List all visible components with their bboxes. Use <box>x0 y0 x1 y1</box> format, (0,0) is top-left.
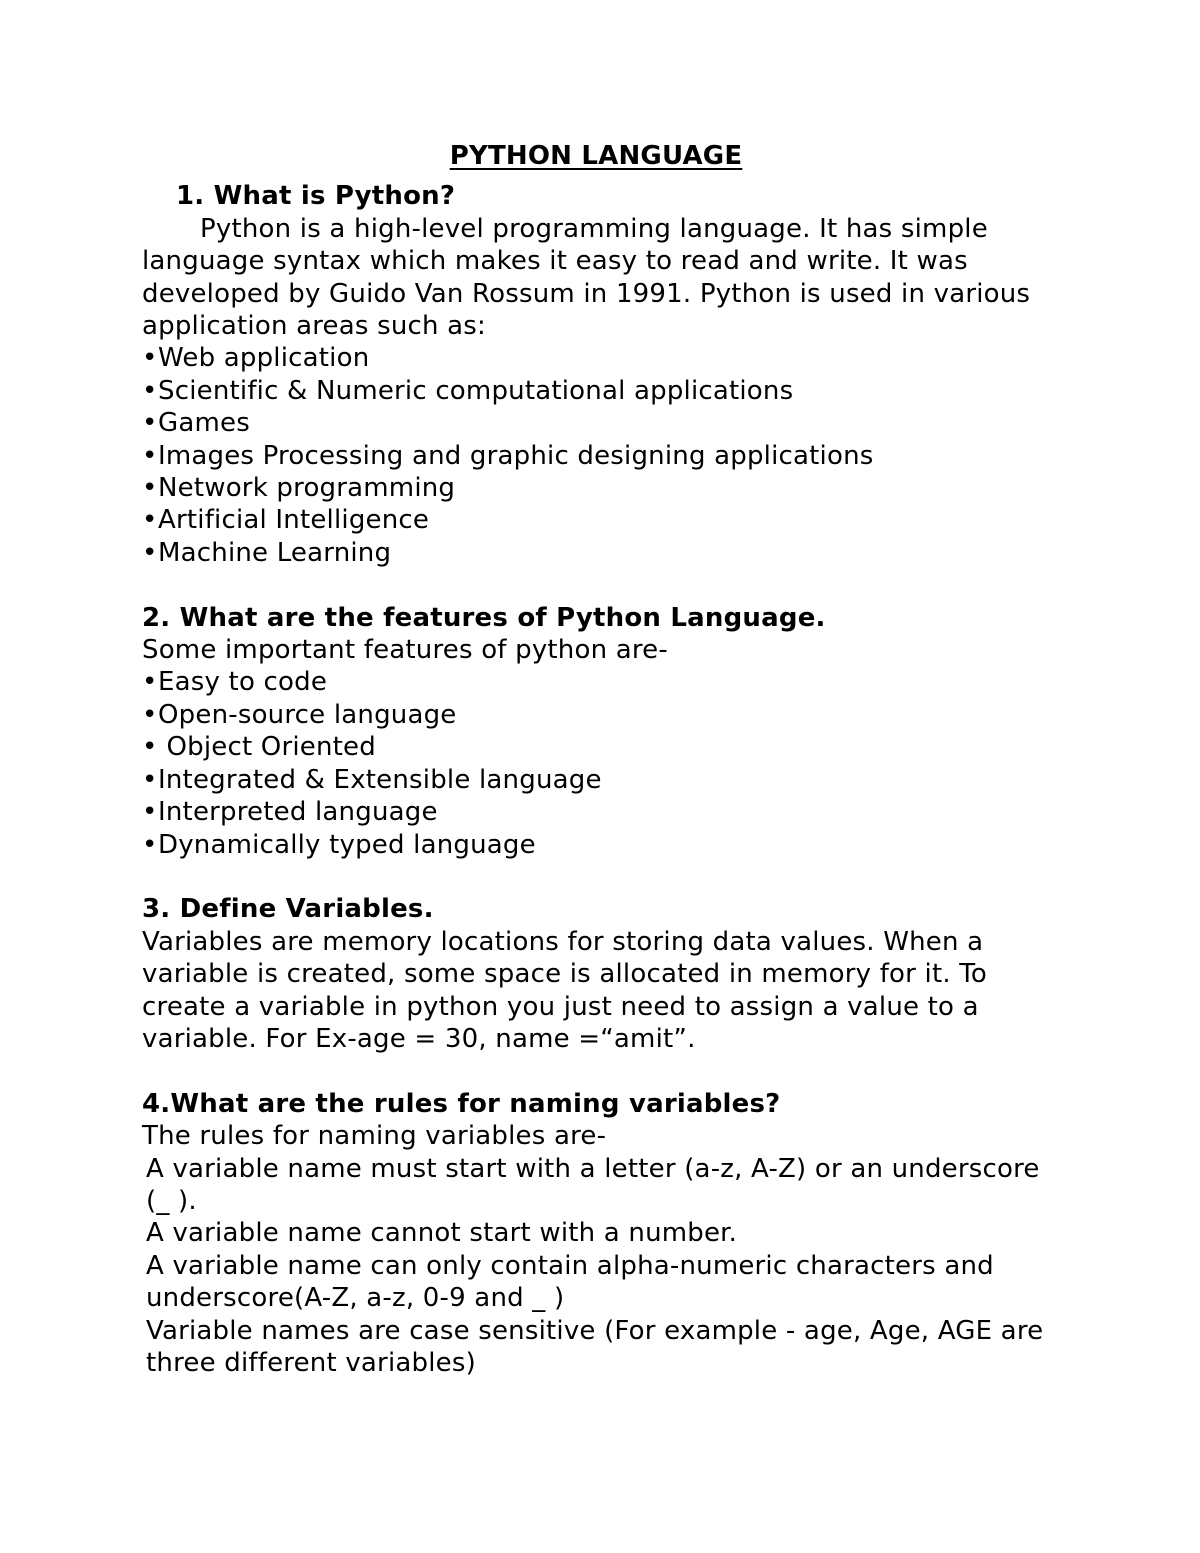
rule-item: A variable name can only contain alpha-numeric characters and underscore(A-Z, a-z, 0-9 and _ ) <box>146 1250 994 1314</box>
bullet-icon: • <box>142 537 158 568</box>
section-intro: The rules for naming variables are- <box>142 1121 607 1152</box>
application-list <box>142 342 1062 569</box>
list-item: •Integrated & Extensible language <box>142 764 602 795</box>
section-what-is-python <box>142 180 1062 569</box>
list-item: •Scientific & Numeric computational applications <box>142 375 794 406</box>
bullet-icon: • <box>142 440 158 471</box>
list-item: •Interpreted language <box>142 797 438 828</box>
list-item: •Web application <box>142 343 370 374</box>
rule-item: A variable name must start with a letter (a-z, A-Z) or an underscore (_ ). <box>146 1153 1040 1216</box>
section-define-variables <box>142 893 1062 1055</box>
document-title: PYTHON LANGUAGE <box>449 141 743 171</box>
section-intro: Python is a high-level programming language. It has simple language syntax which makes it easy to read and write. It was developed by Guido Van Rossum in 1991. Python is used in various application areas such as: <box>142 213 1031 342</box>
rule-item: A variable name cannot start with a number. <box>146 1218 738 1249</box>
spacer <box>142 1055 1062 1087</box>
bullet-icon: • <box>142 375 158 406</box>
bullet-icon: • <box>142 408 158 439</box>
document-body <box>142 140 1062 1379</box>
list-item: •Games <box>142 408 250 439</box>
section-body: Variables are memory locations for storing data values. When a variable is created, some space is allocated in memory for it. To create a variable in python you just need to assign a value to a variable. For Ex-age = 30, name =“amit”. <box>142 926 988 1054</box>
section-features <box>142 602 1062 861</box>
rule-item: Variable names are case sensitive (For example - age, Age, AGE are three different variables) <box>146 1315 1044 1378</box>
bullet-icon: • <box>142 829 158 860</box>
bullet-icon: • <box>142 699 158 730</box>
bullet-icon: • <box>142 667 158 698</box>
list-item: •Open-source language <box>142 699 457 730</box>
section-intro: Some important features of python are- <box>142 635 668 666</box>
section-heading: 1. What is Python? <box>176 181 456 212</box>
bullet-icon: • <box>142 732 158 763</box>
list-item: •Machine Learning <box>142 537 392 568</box>
bullet-icon: • <box>142 797 158 828</box>
section-naming-rules <box>142 1088 1062 1380</box>
bullet-icon: • <box>142 505 158 536</box>
list-item: •Network programming <box>142 473 456 504</box>
list-item: •Images Processing and graphic designing applications <box>142 440 874 471</box>
bullet-icon: • <box>142 764 158 795</box>
section-heading: 3. Define Variables. <box>142 894 434 925</box>
section-heading: 4.What are the rules for naming variables? <box>142 1088 781 1119</box>
bullet-icon: • <box>142 343 158 374</box>
feature-list <box>142 666 1062 860</box>
bullet-icon: • <box>142 473 158 504</box>
list-item: •Dynamically typed language <box>142 829 536 860</box>
spacer <box>142 861 1062 893</box>
spacer <box>142 569 1062 601</box>
section-heading: 2. What are the features of Python Language. <box>142 602 826 633</box>
list-item: •Artificial Intelligence <box>142 505 430 536</box>
list-item: • Object Oriented <box>142 732 376 763</box>
list-item: •Easy to code <box>142 667 328 698</box>
